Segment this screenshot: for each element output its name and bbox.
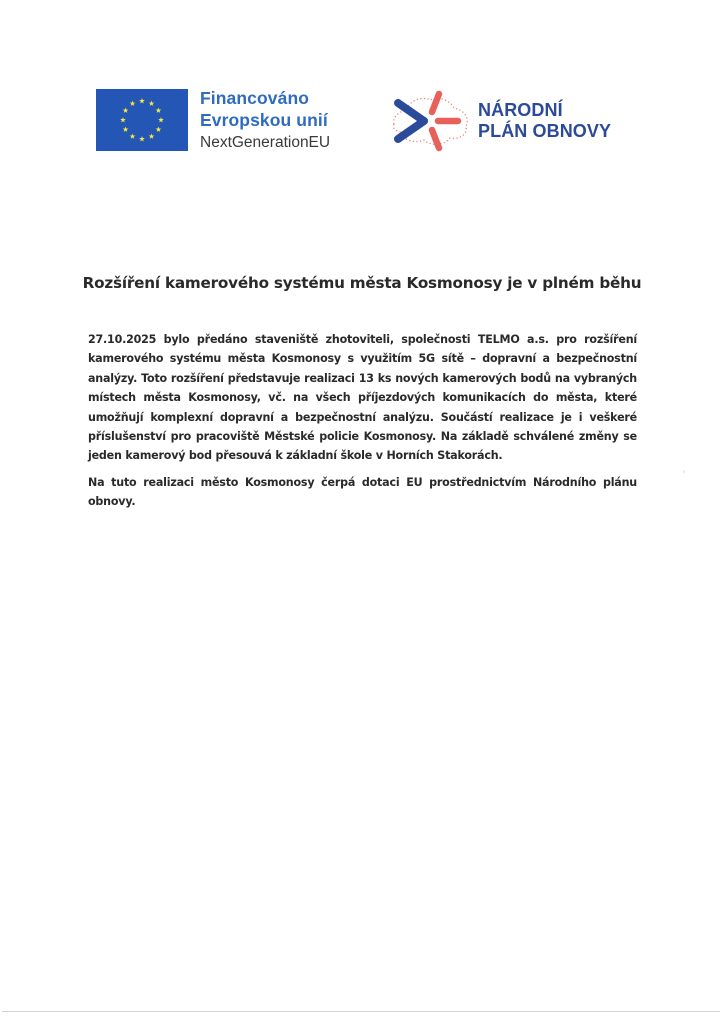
body-paragraph: 27.10.2025 bylo předáno staveniště zhotoviteli, společnosti TELMO a.s. pro rozšíření kamerového systému města Kosmonosy s využitím 5G sítě – dopravní a bezpečnostní analýzy. Toto rozšíření představuje realizaci 13 ks nových kamerových bodů na vybraných místech města Kosmonosy, vč. na všech příjezdových komunikacích do města, které umožňují komplexní dopravní a bezpečnostní analýzu. Součástí realizace je i veškeré příslušenství pro pracoviště Městské policie Kosmonosy. Na základě schválené změny se jeden kamerový bod přesouvá k základní škole v Horních Stakorách.: [88, 333, 637, 463]
npo-logo: [388, 88, 611, 154]
document-title: Rozšíření kamerového systému města Kosmonosy je v plném běhu: [82, 274, 642, 292]
eu-star-icon: [156, 108, 162, 113]
eu-star-icon: [130, 133, 136, 138]
eu-star-icon: [139, 136, 145, 141]
scan-bottom-edge: [2, 1011, 720, 1012]
eu-star-icon: [123, 127, 129, 132]
scan-artifact: [683, 470, 685, 473]
eu-star-icon: [149, 133, 155, 138]
eu-flag-icon: [96, 89, 188, 151]
body-paragraph: Na tuto realizaci město Kosmonosy čerpá dotaci EU prostřednictvím Národního plánu obnovy.: [88, 475, 637, 509]
npo-logo-text: [478, 100, 611, 142]
npo-logo-line2: PLÁN OBNOVY: [478, 121, 612, 141]
npo-mark-icon: [388, 88, 472, 154]
eu-star-icon: [139, 98, 145, 103]
eu-star-icon: [149, 101, 155, 106]
eu-funding-logo: [96, 89, 330, 154]
npo-logo-line1: NÁRODNÍ: [478, 100, 563, 120]
eu-star-icon: [120, 117, 126, 122]
eu-logo-line2: Evropskou unií: [200, 110, 328, 130]
eu-star-icon: [158, 117, 164, 122]
eu-star-icon: [156, 127, 162, 132]
document-body: [88, 330, 637, 519]
eu-logo-text: [200, 87, 330, 154]
eu-logo-line3: NextGenerationEU: [200, 134, 331, 151]
eu-logo-line1: Financováno: [200, 88, 310, 108]
eu-star-icon: [123, 108, 129, 113]
eu-star-icon: [130, 101, 136, 106]
